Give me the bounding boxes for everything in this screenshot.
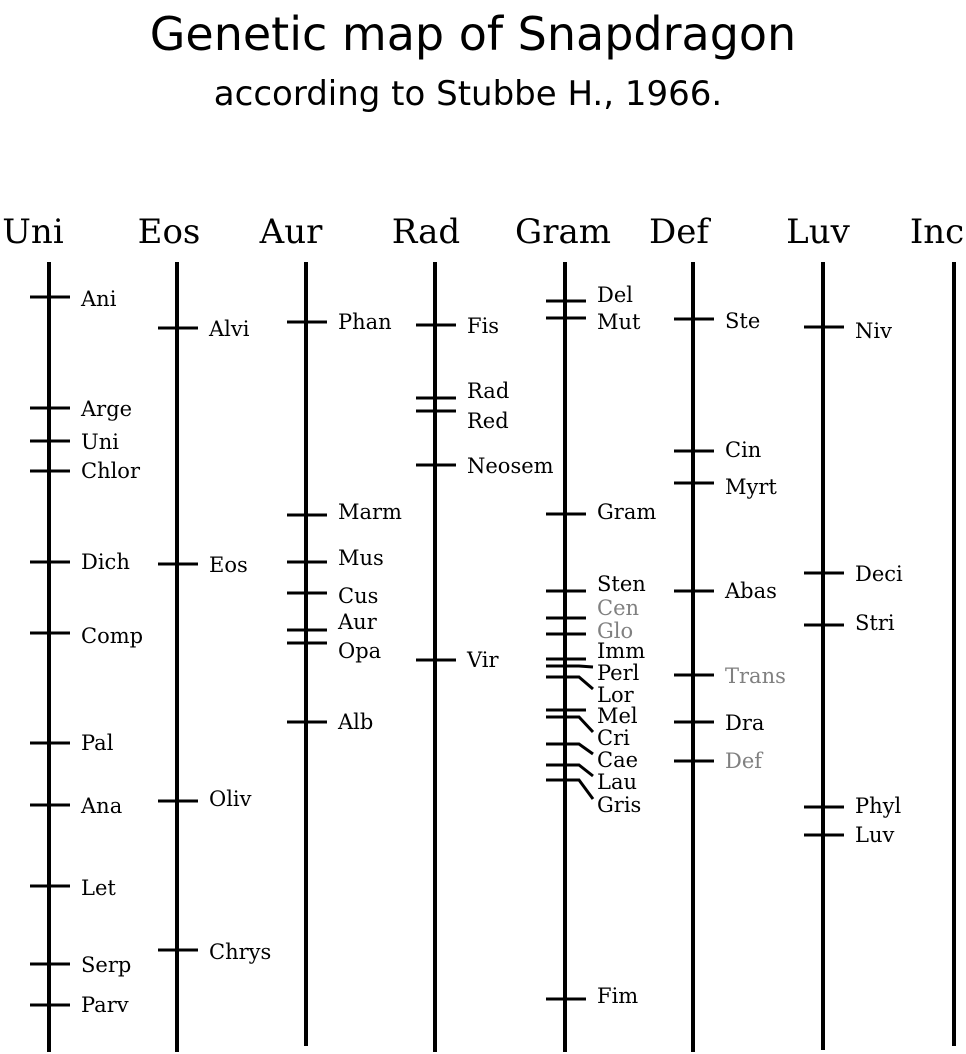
gene-label-lau: Lau — [597, 770, 637, 794]
gene-label-marm: Marm — [338, 500, 402, 524]
gene-marker-gris — [546, 780, 593, 799]
chromosome-label-inc: Inc — [909, 212, 965, 252]
gene-label-myrt: Myrt — [725, 475, 777, 499]
gene-marker-lau — [546, 765, 593, 776]
gene-label-stri: Stri — [855, 611, 895, 635]
gene-label-aur: Aur — [338, 610, 377, 634]
gene-label-del: Del — [597, 283, 633, 307]
gene-label-rad: Rad — [467, 379, 510, 403]
chromosome-gram — [515, 212, 656, 1052]
gene-label-comp: Comp — [81, 624, 144, 648]
gene-label-dich: Dich — [81, 550, 130, 574]
gene-label-serp: Serp — [81, 953, 132, 977]
gene-label-glo: Glo — [597, 619, 634, 643]
gene-marker-cae — [546, 744, 593, 754]
gene-label-ani: Ani — [81, 287, 117, 311]
gene-label-fim: Fim — [597, 984, 639, 1008]
chromosome-inc — [910, 212, 964, 1046]
gene-label-cen: Cen — [597, 596, 640, 620]
gene-label-alvi: Alvi — [209, 317, 250, 341]
gene-label-ana: Ana — [81, 794, 123, 818]
gene-label-neosem: Neosem — [467, 454, 554, 478]
gene-marker-lor — [546, 677, 593, 689]
gene-label-red: Red — [467, 409, 509, 433]
chromosome-group — [2, 212, 964, 1052]
gene-label-vir: Vir — [467, 648, 499, 672]
gene-label-luv: Luv — [855, 823, 895, 847]
chromosome-rad — [392, 212, 554, 1052]
diagram-title: Genetic map of Snapdragon — [149, 7, 797, 61]
gene-label-opa: Opa — [338, 639, 382, 663]
gene-label-abas: Abas — [725, 579, 777, 603]
gene-label-trans: Trans — [725, 664, 786, 688]
gene-label-cus: Cus — [338, 584, 379, 608]
gene-label-niv: Niv — [855, 319, 892, 343]
chromosome-label-def: Def — [649, 212, 709, 252]
gene-label-uni: Uni — [81, 430, 119, 454]
gene-label-eos: Eos — [209, 553, 248, 577]
chromosome-label-gram: Gram — [515, 212, 611, 252]
gene-label-cri: Cri — [597, 726, 630, 750]
gene-label-chrys: Chrys — [209, 940, 272, 964]
gene-label-chlor: Chlor — [81, 459, 140, 483]
gene-label-mus: Mus — [338, 546, 384, 570]
chromosome-uni — [2, 212, 143, 1052]
chromosome-label-aur: Aur — [259, 212, 323, 252]
gene-label-dra: Dra — [725, 711, 765, 735]
gene-label-mut: Mut — [597, 310, 641, 334]
gene-label-cae: Cae — [597, 748, 639, 772]
gene-label-phyl: Phyl — [855, 794, 902, 818]
gene-label-alb: Alb — [338, 710, 374, 734]
gene-label-arge: Arge — [81, 397, 133, 421]
gene-label-phan: Phan — [338, 310, 392, 334]
chromosome-label-luv: Luv — [786, 212, 850, 252]
chromosome-label-rad: Rad — [391, 212, 461, 252]
gene-label-deci: Deci — [855, 562, 903, 586]
chromosome-label-uni: Uni — [2, 212, 64, 252]
chromosome-luv — [786, 212, 903, 1050]
chromosome-eos — [138, 212, 272, 1052]
gene-label-perl: Perl — [597, 661, 640, 685]
gene-label-oliv: Oliv — [209, 787, 252, 811]
chromosome-def — [649, 212, 786, 1052]
gene-label-gram: Gram — [597, 500, 657, 524]
gene-label-imm: Imm — [597, 639, 646, 663]
chromosome-label-eos: Eos — [137, 212, 201, 252]
gene-label-ste: Ste — [725, 309, 761, 333]
gene-label-sten: Sten — [597, 572, 646, 596]
gene-label-cin: Cin — [725, 438, 762, 462]
gene-label-parv: Parv — [81, 993, 129, 1017]
gene-marker-cri — [546, 717, 593, 732]
gene-label-def: Def — [725, 749, 763, 773]
gene-label-mel: Mel — [597, 704, 638, 728]
diagram-subtitle: according to Stubbe H., 1966. — [213, 74, 723, 114]
gene-label-gris: Gris — [597, 793, 642, 817]
gene-label-pal: Pal — [81, 731, 114, 755]
chromosome-aur — [259, 212, 402, 1046]
gene-label-lor: Lor — [597, 683, 634, 707]
gene-marker-perl — [546, 666, 593, 667]
gene-label-let: Let — [81, 876, 116, 900]
gene-label-fis: Fis — [467, 314, 500, 338]
